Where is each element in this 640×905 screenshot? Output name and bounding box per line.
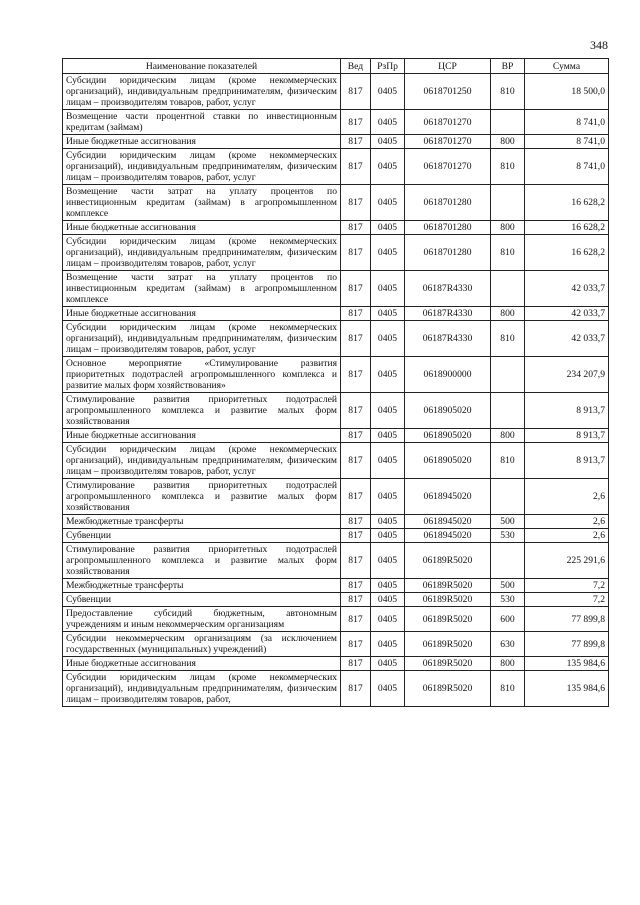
cell-ved: 817 — [341, 543, 371, 579]
cell-name: Стимулирование развития приоритетных подотраслей агропромышленного комплекса и развитие малых форм хозяйствования — [63, 543, 341, 579]
cell-csr: 0618701280 — [405, 185, 491, 221]
table-row — [63, 515, 609, 529]
cell-rzpr: 0405 — [371, 671, 405, 707]
cell-rzpr: 0405 — [371, 429, 405, 443]
table-row — [63, 479, 609, 515]
cell-ved: 817 — [341, 135, 371, 149]
cell-name: Межбюджетные трансферты — [63, 579, 341, 593]
cell-ved: 817 — [341, 479, 371, 515]
cell-csr: 0618945020 — [405, 515, 491, 529]
cell-sum: 234 207,9 — [525, 357, 609, 393]
cell-ved: 817 — [341, 429, 371, 443]
table-row — [63, 321, 609, 357]
cell-name: Иные бюджетные ассигнования — [63, 221, 341, 235]
cell-vr: 530 — [491, 529, 525, 543]
cell-sum: 16 628,2 — [525, 185, 609, 221]
cell-ved: 817 — [341, 607, 371, 632]
cell-rzpr: 0405 — [371, 149, 405, 185]
page-number: 348 — [590, 38, 608, 52]
cell-csr: 06189R5020 — [405, 671, 491, 707]
cell-sum: 225 291,6 — [525, 543, 609, 579]
cell-rzpr: 0405 — [371, 529, 405, 543]
cell-name: Субсидии юридическим лицам (кроме некоммерческих организаций), индивидуальным предпринимателям, физическим лицам – производителям товаров, работ, услуг — [63, 74, 341, 110]
cell-name: Возмещение части процентной ставки по инвестиционным кредитам (займам) — [63, 110, 341, 135]
cell-ved: 817 — [341, 321, 371, 357]
cell-ved: 817 — [341, 515, 371, 529]
cell-rzpr: 0405 — [371, 221, 405, 235]
cell-csr: 06189R5020 — [405, 579, 491, 593]
cell-name: Субвенции — [63, 529, 341, 543]
cell-ved: 817 — [341, 221, 371, 235]
cell-name: Иные бюджетные ассигнования — [63, 429, 341, 443]
cell-sum: 8 741,0 — [525, 149, 609, 185]
cell-sum: 18 500,0 — [525, 74, 609, 110]
cell-rzpr: 0405 — [371, 135, 405, 149]
cell-ved: 817 — [341, 235, 371, 271]
table-header — [63, 59, 609, 74]
table-row — [63, 135, 609, 149]
cell-csr: 0618701270 — [405, 149, 491, 185]
table-row — [63, 357, 609, 393]
cell-csr: 06187R4330 — [405, 307, 491, 321]
cell-vr: 810 — [491, 321, 525, 357]
table-row — [63, 307, 609, 321]
cell-vr — [491, 393, 525, 429]
cell-sum: 2,6 — [525, 515, 609, 529]
cell-name: Субсидии юридическим лицам (кроме некоммерческих организаций), индивидуальным предпринимателям, физическим лицам – производителям товаров, работ, услуг — [63, 235, 341, 271]
cell-sum: 7,2 — [525, 593, 609, 607]
cell-sum: 77 899,8 — [525, 632, 609, 657]
cell-csr: 06189R5020 — [405, 632, 491, 657]
cell-ved: 817 — [341, 185, 371, 221]
cell-sum: 8 913,7 — [525, 393, 609, 429]
table-row — [63, 221, 609, 235]
cell-ved: 817 — [341, 671, 371, 707]
cell-rzpr: 0405 — [371, 185, 405, 221]
header-row — [63, 59, 609, 74]
cell-vr: 630 — [491, 632, 525, 657]
cell-ved: 817 — [341, 110, 371, 135]
cell-ved: 817 — [341, 307, 371, 321]
cell-ved: 817 — [341, 149, 371, 185]
table-row — [63, 543, 609, 579]
table-row — [63, 607, 609, 632]
cell-sum: 42 033,7 — [525, 307, 609, 321]
cell-csr: 0618701270 — [405, 135, 491, 149]
cell-vr: 800 — [491, 657, 525, 671]
cell-name: Субсидии юридическим лицам (кроме некоммерческих организаций), индивидуальным предпринимателям, физическим лицам – производителям товаров, работ, услуг — [63, 149, 341, 185]
table-row — [63, 529, 609, 543]
cell-vr: 810 — [491, 149, 525, 185]
cell-sum: 16 628,2 — [525, 235, 609, 271]
cell-name: Субсидии юридическим лицам (кроме некоммерческих организаций), индивидуальным предпринимателям, физическим лицам – производителям товаров, работ, — [63, 671, 341, 707]
cell-csr: 06187R4330 — [405, 321, 491, 357]
cell-csr: 0618701250 — [405, 74, 491, 110]
cell-vr — [491, 110, 525, 135]
cell-rzpr: 0405 — [371, 321, 405, 357]
cell-name: Иные бюджетные ассигнования — [63, 307, 341, 321]
cell-name: Предоставление субсидий бюджетным, автономным учреждениям и иным некоммерческим организациям — [63, 607, 341, 632]
cell-ved: 817 — [341, 579, 371, 593]
column-header-sum: Сумма — [525, 59, 609, 74]
cell-vr — [491, 271, 525, 307]
cell-csr: 06187R4330 — [405, 271, 491, 307]
cell-sum: 8 741,0 — [525, 110, 609, 135]
cell-ved: 817 — [341, 529, 371, 543]
cell-csr: 0618905020 — [405, 443, 491, 479]
cell-rzpr: 0405 — [371, 235, 405, 271]
cell-rzpr: 0405 — [371, 657, 405, 671]
cell-rzpr: 0405 — [371, 357, 405, 393]
cell-csr: 06189R5020 — [405, 657, 491, 671]
cell-csr: 0618905020 — [405, 429, 491, 443]
cell-csr: 06189R5020 — [405, 593, 491, 607]
cell-csr: 0618905020 — [405, 393, 491, 429]
cell-csr: 0618945020 — [405, 479, 491, 515]
cell-name: Иные бюджетные ассигнования — [63, 135, 341, 149]
cell-vr — [491, 479, 525, 515]
cell-ved: 817 — [341, 271, 371, 307]
cell-name: Субсидии юридическим лицам (кроме некоммерческих организаций), индивидуальным предпринимателям, физическим лицам – производителям товаров, работ, услуг — [63, 443, 341, 479]
cell-ved: 817 — [341, 593, 371, 607]
cell-rzpr: 0405 — [371, 271, 405, 307]
cell-name: Межбюджетные трансферты — [63, 515, 341, 529]
cell-name: Субсидии юридическим лицам (кроме некоммерческих организаций), индивидуальным предпринимателям, физическим лицам – производителям товаров, работ, услуг — [63, 321, 341, 357]
column-header-name: Наименование показателей — [63, 59, 341, 74]
cell-vr: 810 — [491, 74, 525, 110]
cell-vr: 500 — [491, 515, 525, 529]
table-row — [63, 74, 609, 110]
cell-rzpr: 0405 — [371, 74, 405, 110]
table-row — [63, 271, 609, 307]
cell-name: Стимулирование развития приоритетных подотраслей агропромышленного комплекса и развитие малых форм хозяйствования — [63, 479, 341, 515]
cell-rzpr: 0405 — [371, 443, 405, 479]
cell-vr: 810 — [491, 443, 525, 479]
table-row — [63, 110, 609, 135]
table-row — [63, 235, 609, 271]
cell-vr: 500 — [491, 579, 525, 593]
table-row — [63, 443, 609, 479]
cell-csr: 0618900000 — [405, 357, 491, 393]
cell-ved: 817 — [341, 657, 371, 671]
cell-sum: 135 984,6 — [525, 657, 609, 671]
cell-rzpr: 0405 — [371, 543, 405, 579]
cell-ved: 817 — [341, 632, 371, 657]
table-row — [63, 593, 609, 607]
cell-sum: 2,6 — [525, 479, 609, 515]
cell-ved: 817 — [341, 357, 371, 393]
cell-vr: 810 — [491, 235, 525, 271]
table-row — [63, 671, 609, 707]
column-header-csr: ЦСР — [405, 59, 491, 74]
cell-csr: 0618701280 — [405, 235, 491, 271]
table-row — [63, 185, 609, 221]
cell-name: Основное мероприятие «Стимулирование развития приоритетных подотраслей агропромышленного комплекса и развитие малых форм хозяйствования» — [63, 357, 341, 393]
cell-rzpr: 0405 — [371, 593, 405, 607]
cell-rzpr: 0405 — [371, 579, 405, 593]
cell-sum: 16 628,2 — [525, 221, 609, 235]
cell-csr: 0618945020 — [405, 529, 491, 543]
cell-name: Возмещение части затрат на уплату процентов по инвестиционным кредитам (займам) в агропромышленном комплексе — [63, 185, 341, 221]
budget-table — [62, 58, 609, 707]
column-header-rzpr: РзПр — [371, 59, 405, 74]
table-row — [63, 393, 609, 429]
cell-vr: 800 — [491, 429, 525, 443]
cell-name: Субсидии некоммерческим организациям (за исключением государственных (муниципальных) учреждений) — [63, 632, 341, 657]
cell-ved: 817 — [341, 393, 371, 429]
cell-rzpr: 0405 — [371, 110, 405, 135]
cell-csr: 0618701270 — [405, 110, 491, 135]
cell-sum: 8 913,7 — [525, 443, 609, 479]
column-header-ved: Вед — [341, 59, 371, 74]
cell-vr: 800 — [491, 307, 525, 321]
cell-sum: 8 741,0 — [525, 135, 609, 149]
cell-name: Иные бюджетные ассигнования — [63, 657, 341, 671]
cell-ved: 817 — [341, 443, 371, 479]
cell-sum: 77 899,8 — [525, 607, 609, 632]
cell-vr: 530 — [491, 593, 525, 607]
cell-csr: 06189R5020 — [405, 607, 491, 632]
cell-name: Возмещение части затрат на уплату процентов по инвестиционным кредитам (займам) в агропромышленном комплексе — [63, 271, 341, 307]
cell-name: Субвенции — [63, 593, 341, 607]
cell-rzpr: 0405 — [371, 515, 405, 529]
cell-csr: 06189R5020 — [405, 543, 491, 579]
column-header-vr: ВР — [491, 59, 525, 74]
cell-rzpr: 0405 — [371, 607, 405, 632]
cell-sum: 2,6 — [525, 529, 609, 543]
cell-ved: 817 — [341, 74, 371, 110]
cell-vr — [491, 543, 525, 579]
table-row — [63, 149, 609, 185]
cell-vr — [491, 185, 525, 221]
cell-vr: 800 — [491, 221, 525, 235]
cell-vr: 800 — [491, 135, 525, 149]
cell-sum: 42 033,7 — [525, 321, 609, 357]
cell-sum: 135 984,6 — [525, 671, 609, 707]
cell-vr — [491, 357, 525, 393]
table-row — [63, 429, 609, 443]
table-row — [63, 579, 609, 593]
cell-csr: 0618701280 — [405, 221, 491, 235]
table-body — [63, 74, 609, 707]
cell-rzpr: 0405 — [371, 479, 405, 515]
cell-name: Стимулирование развития приоритетных подотраслей агропромышленного комплекса и развитие малых форм хозяйствования — [63, 393, 341, 429]
cell-rzpr: 0405 — [371, 307, 405, 321]
cell-sum: 7,2 — [525, 579, 609, 593]
cell-sum: 8 913,7 — [525, 429, 609, 443]
table-row — [63, 632, 609, 657]
cell-vr: 810 — [491, 671, 525, 707]
cell-rzpr: 0405 — [371, 632, 405, 657]
table-row — [63, 657, 609, 671]
cell-vr: 600 — [491, 607, 525, 632]
cell-sum: 42 033,7 — [525, 271, 609, 307]
cell-rzpr: 0405 — [371, 393, 405, 429]
